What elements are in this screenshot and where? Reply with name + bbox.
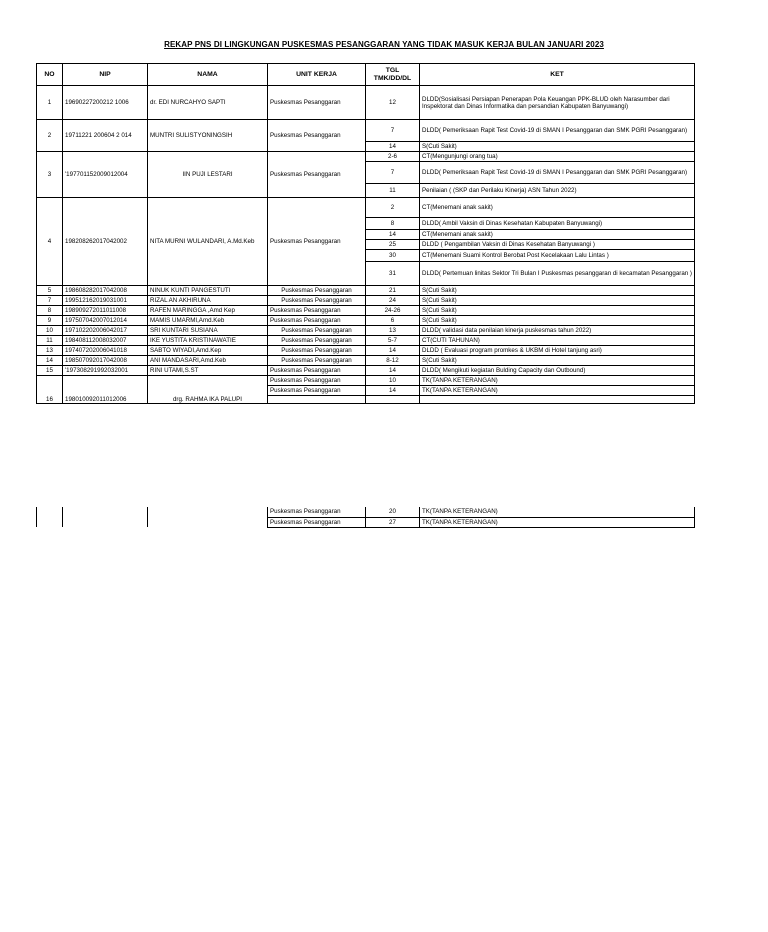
table-row xyxy=(37,86,695,120)
table-header-row xyxy=(37,64,695,86)
cell-nip: 197507042007012014 xyxy=(63,316,148,326)
table-subrow xyxy=(37,507,695,517)
cell-nama: NITA MURNI WULANDARI, A.Md.Keb xyxy=(148,198,268,286)
cell-nama: RINI UTAMI,S.ST xyxy=(148,366,268,376)
cell-no: 9 xyxy=(37,316,63,326)
cell-tgl: 14 xyxy=(366,366,420,376)
cell-tgl: 10 xyxy=(366,376,420,386)
cell-nama: NINUK KUNTI PANGESTUTI xyxy=(148,286,268,296)
table-row xyxy=(37,346,695,356)
cell-ket: S(Cuti Sakit) xyxy=(420,296,695,306)
cell-nip: '197308291992032001 xyxy=(63,366,148,376)
cell-nip: 198507092017042008 xyxy=(63,356,148,366)
cell-no: 5 xyxy=(37,286,63,296)
table-row xyxy=(37,336,695,346)
cell-unit: Puskesmas Pesanggaran xyxy=(268,376,366,386)
header-ket: KET xyxy=(420,64,695,86)
cell-ket: TK(TANPA KETERANGAN) xyxy=(420,517,695,527)
header-nama: NAMA xyxy=(148,64,268,86)
page-break-gap xyxy=(0,419,768,504)
cell-ket: CT(CUTI TAHUNAN) xyxy=(420,336,695,346)
cell-unit: Puskesmas Pesanggaran xyxy=(268,386,366,396)
cell-ket: DLDD(Sosialisasi Persiapan Penerapan Pola Keuangan PPK-BLUD oleh Narasumber dari Inspektorat dan Dinas Informatika dan persandian Kabupaten Banyuwangi) xyxy=(420,86,695,120)
cell-nip: 197102202006042017 xyxy=(63,326,148,336)
cell-nip: 198608282017042008 xyxy=(63,286,148,296)
cell-tgl: 25 xyxy=(366,240,420,250)
cell-unit: Puskesmas Pesanggaran xyxy=(268,356,366,366)
cell-no: 13 xyxy=(37,346,63,356)
cell-ket: CT(Mengunjungi orang tua) xyxy=(420,152,695,162)
cell-nama: IKE YUSTITA KRISTINAWATIE xyxy=(148,336,268,346)
cell-nip: 198208262017042002 xyxy=(63,198,148,286)
cell-unit: Puskesmas Pesanggaran xyxy=(268,286,366,296)
cell-nama: SRI KUNTARI SUSIANA xyxy=(148,326,268,336)
cell-nip: 197407202006041018 xyxy=(63,346,148,356)
cell-ket: TK(TANPA KETERANGAN) xyxy=(420,507,695,517)
cell-tgl: 6 xyxy=(366,316,420,326)
cell-nip: 199512162019031001 xyxy=(63,296,148,306)
cell-tgl: 7 xyxy=(366,162,420,184)
cell-nama: SABTO WIYADI,Amd.Kep xyxy=(148,346,268,356)
cell-unit: Puskesmas Pesanggaran xyxy=(268,296,366,306)
cell-tgl: 2-6 xyxy=(366,152,420,162)
cell-no: 8 xyxy=(37,306,63,316)
cell-tgl: 14 xyxy=(366,142,420,152)
cell-no: 2 xyxy=(37,120,63,152)
cell-nama: ANI MANDASARI,Amd.Keb xyxy=(148,356,268,366)
cell-unit: Puskesmas Pesanggaran xyxy=(268,198,366,286)
header-no: NO xyxy=(37,64,63,86)
cell-ket: CT(Menemani anak sakit) xyxy=(420,230,695,240)
cell-nama: RAFEN MARINGGA ,Amd Kep xyxy=(148,306,268,316)
table-row xyxy=(37,376,695,386)
cell-tgl: 8-12 xyxy=(366,356,420,366)
cell-nama: MAMIS UMARMI,Amd.Keb xyxy=(148,316,268,326)
cell-tgl: 5-7 xyxy=(366,336,420,346)
cell-unit: Puskesmas Pesanggaran xyxy=(268,120,366,152)
cell-ket: DLDD( validasi data penilaian kinerja puskesmas tahun 2022) xyxy=(420,326,695,336)
cell-no: 15 xyxy=(37,366,63,376)
cell-ket: DLDD ( Pengambilan Vaksin di Dinas Kesehatan Banyuwangi ) xyxy=(420,240,695,250)
table-row xyxy=(37,366,695,376)
cell-ket: S(Cuti Sakit) xyxy=(420,142,695,152)
cell-nip: 198909272011011008 xyxy=(63,306,148,316)
cell-ket: S(Cuti Sakit) xyxy=(420,356,695,366)
header-nip: NIP xyxy=(63,64,148,86)
cell-no: 7 xyxy=(37,296,63,306)
cell-unit: Puskesmas Pesanggaran xyxy=(268,517,366,527)
cell-nip: 198010092011012006 xyxy=(63,376,148,404)
cell-unit: Puskesmas Pesanggaran xyxy=(268,336,366,346)
cell-ket: DLDD( Mengikuti kegiatan Bulding Capacity dan Outbound) xyxy=(420,366,695,376)
cell-ket: CT(Menemani Suami Kontrol Berobat Post Kecelakaan Lalu Lintas ) xyxy=(420,250,695,262)
cell-unit: Puskesmas Pesanggaran xyxy=(268,507,366,517)
table-row xyxy=(37,356,695,366)
table-row xyxy=(37,306,695,316)
table-row xyxy=(37,296,695,306)
cell-no: 11 xyxy=(37,336,63,346)
cell-nip: 19711221 200604 2 014 xyxy=(63,120,148,152)
cell-nama: IIN PUJI LESTARI xyxy=(148,152,268,198)
header-unit-kerja: UNIT KERJA xyxy=(268,64,366,86)
table-row xyxy=(37,152,695,162)
cell-unit: Puskesmas Pesanggaran xyxy=(268,366,366,376)
cell-unit: Puskesmas Pesanggaran xyxy=(268,346,366,356)
cell-tgl: 13 xyxy=(366,326,420,336)
cell-ket: DLDD( Pemeriksaan Rapit Test Covid-19 di SMAN I Pesanggaran dan SMK PGRI Pesanggaran) xyxy=(420,162,695,184)
cell-tgl: 7 xyxy=(366,120,420,142)
cell-ket: Penilaian ( (SKP dan Perilaku Kinerja) ASN Tahun 2022) xyxy=(420,184,695,198)
header-tgl: TGL TMK/DD/DL xyxy=(366,64,420,86)
document-title: REKAP PNS DI LINGKUNGAN PUSKESMAS PESANGGARAN YANG TIDAK MASUK KERJA BULAN JANUARI 2023 xyxy=(164,40,604,49)
cell-tgl: 14 xyxy=(366,346,420,356)
cell-no: 16 xyxy=(37,376,63,404)
cell-tgl: 14 xyxy=(366,386,420,396)
cell-tgl: 27 xyxy=(366,517,420,527)
cell-ket: DLDD( Pemeriksaan Rapit Test Covid-19 di SMAN I Pesanggaran dan SMK PGRI Pesanggaran) xyxy=(420,120,695,142)
cell-tgl: 21 xyxy=(366,286,420,296)
cell-ket: S(Cuti Sakit) xyxy=(420,316,695,326)
table-row xyxy=(37,326,695,336)
cell-nama: MUNTRI SULISTYONINGSIH xyxy=(148,120,268,152)
cell-nama: RIZAL AN AKHIRUNA xyxy=(148,296,268,306)
cell-nip: '197701152009012004 xyxy=(63,152,148,198)
cell-tgl: 12 xyxy=(366,86,420,120)
cell-unit: Puskesmas Pesanggaran xyxy=(268,306,366,316)
cell-unit: Puskesmas Pesanggaran xyxy=(268,326,366,336)
cell-nip: 19690227200212 1006 xyxy=(63,86,148,120)
cell-tgl: 24-26 xyxy=(366,306,420,316)
cell-ket: DLDD ( Evaluasi program promkes & UKBM di Hotel tanjung asri) xyxy=(420,346,695,356)
table-row xyxy=(37,316,695,326)
cell-tgl: 31 xyxy=(366,262,420,286)
cell-tgl: 11 xyxy=(366,184,420,198)
cell-tgl: 14 xyxy=(366,230,420,240)
cell-ket: TK(TANPA KETERANGAN) xyxy=(420,386,695,396)
cell-ket: DLDD( Pertemuan linitas Sektor Tri Bulan I Puskesmas pesanggaran di kecamatan Pesanggaran ) xyxy=(420,262,695,286)
table-row xyxy=(37,286,695,296)
cell-ket: TK(TANPA KETERANGAN) xyxy=(420,376,695,386)
cell-tgl: 8 xyxy=(366,218,420,230)
cell-tgl: 20 xyxy=(366,507,420,517)
cell-no: 10 xyxy=(37,326,63,336)
cell-nama: dr. EDI NURCAHYO SAPTI xyxy=(148,86,268,120)
cell-ket: CT(Menemani anak sakit) xyxy=(420,198,695,218)
cell-no: 14 xyxy=(37,356,63,366)
cell-tgl: 30 xyxy=(366,250,420,262)
cell-no: 3 xyxy=(37,152,63,198)
cell-ket: S(Cuti Sakit) xyxy=(420,286,695,296)
table-row xyxy=(37,198,695,218)
cell-nama: drg. RAHMA IKA PALUPI xyxy=(148,376,268,404)
cell-ket: S(Cuti Sakit) xyxy=(420,306,695,316)
cell-unit: Puskesmas Pesanggaran xyxy=(268,152,366,198)
cell-ket: DLDD( Ambil Vaksin di Dinas Kesehatan Kabupaten Banyuwangi) xyxy=(420,218,695,230)
absence-table-continued xyxy=(36,507,695,528)
cell-unit: Puskesmas Pesanggaran xyxy=(268,316,366,326)
cell-tgl: 2 xyxy=(366,198,420,218)
cell-no: 4 xyxy=(37,198,63,286)
cell-no: 1 xyxy=(37,86,63,120)
cell-unit: Puskesmas Pesanggaran xyxy=(268,86,366,120)
cell-tgl: 24 xyxy=(366,296,420,306)
cell-nip: 198408112008032007 xyxy=(63,336,148,346)
table-row xyxy=(37,120,695,142)
absence-table xyxy=(36,63,695,404)
